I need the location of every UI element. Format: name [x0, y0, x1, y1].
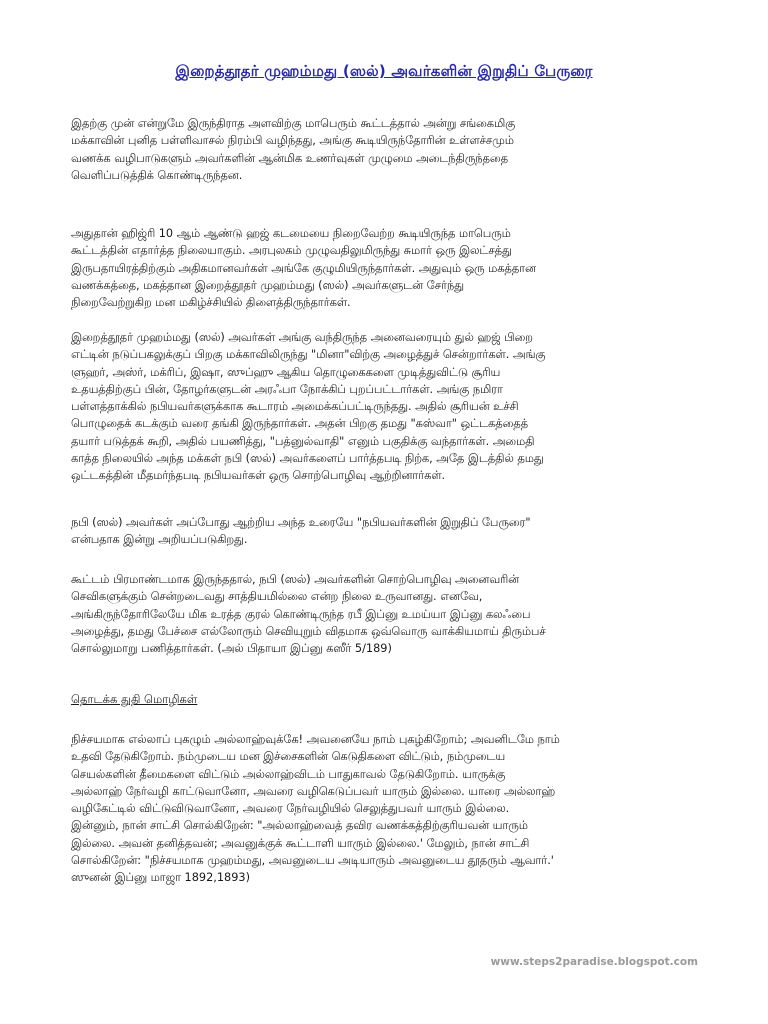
- text-line: உதவி தேடுகிறோம். நம்முடைய மன இச்சைகளின் கெடுதிகளை விட்டும், நம்முடைய: [71, 750, 506, 764]
- text-line: அதுதான் ஹிஜ்ரி 10 ஆம் ஆண்டு ஹஜ் கடமையை நிறைவேற்ற கூடியிருந்த மாபெரும்: [71, 227, 511, 240]
- text-line: மக்காவின் புனித பள்ளிவாசல் நிரம்பி வழிந்தது, அங்கு கூடியிருந்தோரின் உள்ளச்சமும்: [71, 134, 514, 148]
- text-line: இருபதாயிரத்திற்கும் அதிகமானவர்கள் அங்கே குழுமியிருந்தார்கள். அதுவும் ஒரு மகத்தான: [71, 261, 537, 275]
- text-line: செயல்களின் தீமைகளை விட்டும் அல்லாஹ்விடம் பாதுகாவல் தேடுகிறோம். யாருக்கு: [71, 767, 506, 781]
- text-line: என்பதாக இன்று அறியப்படுகிறது.: [71, 533, 248, 547]
- text-line: காத்த நிலையில் அந்த மக்கள் நபி (ஸல்) அவர்களைப் பார்த்தபடி நிற்க, அதே இடத்தில் தமது: [71, 452, 544, 466]
- paragraph-5: [71, 571, 701, 657]
- text-line: வெளிப்படுத்திக் கொண்டிருந்தன.: [71, 168, 243, 182]
- text-line: நிறைவேற்றுகிற மன மகிழ்ச்சியில் திளைத்திருந்தார்கள்.: [71, 296, 351, 310]
- text-line: இதற்கு முன் என்றுமே இருந்திராத அளவிற்கு மாபெரும் கூட்டத்தால் அன்று சங்கைமிகு: [71, 117, 516, 130]
- text-line: அல்லாஹ் நேர்வழி காட்டுவானோ, அவரை வழிகெடுப்பவர் யாரும் இல்லை. யாரை அல்லாஹ்: [71, 784, 556, 798]
- text-line: இறைத்தூதர் முஹம்மது (ஸல்) அவர்கள் அங்கு வந்திருந்த அனைவரையும் துல் ஹஜ் பிறை: [71, 331, 533, 344]
- document-title: இறைத்தூதர் முஹம்மது (ஸல்) அவர்களின் இறுதிப் பேருரை: [175, 62, 593, 80]
- text-line: ளுஹர், அஸ்ர், மக்ரிப், இஷா, ஸுப்ஹு ஆகிய தொழுகைகளை முடித்துவிட்டு சூரிய: [71, 365, 501, 379]
- text-line: நிச்சயமாக எல்லாப் புகழும் அல்லாஹ்வுக்கே! அவனையே நாம் புகழ்கிறோம்; அவனிடமே நாம்: [71, 733, 560, 746]
- paragraph-3: [71, 329, 701, 485]
- text-line: அழைத்து, தமது பேச்சை எல்லோரும் செவியுறும் விதமாக ஒவ்வொரு வாக்கியமாய் திரும்பச்: [71, 624, 546, 638]
- text-line: ஒட்டகத்தின் மீதமர்ந்தபடி நபியவர்கள் ஒரு சொற்பொழிவு ஆற்றினார்கள்.: [71, 469, 446, 483]
- paragraph-6: [71, 731, 701, 887]
- text-line: பொழுதைக் கடக்கும் வரை தங்கி இருந்தார்கள். அதன் பிறகு தமது "கஸ்வா" ஒட்டகத்தைத்: [71, 417, 528, 431]
- text-line: ஸுனன் இப்னு மாஜா 1892,1893): [71, 871, 251, 885]
- text-line: வணக்கத்தை, மகத்தான இறைத்தூதர் முஹம்மது (ஸல்) அவர்களுடன் சேர்ந்து: [71, 278, 464, 292]
- text-line: அங்கிருந்தோரிலேயே மிக உரத்த குரல் கொண்டிருந்த ரபீ இப்னு உமய்யா இப்னு கலஃபை: [71, 607, 531, 621]
- text-line: கூட்டத்தின் எதார்த்த நிலையாகும். அரபுலகம் முழுவதிலுமிருந்து சுமார் ஒரு இலட்சத்து: [71, 244, 512, 258]
- text-line: கூட்டம் பிரமாண்டமாக இருந்ததால், நபி (ஸல்) அவர்களின் சொற்பொழிவு அனைவரின்: [71, 573, 520, 586]
- text-line: சொல்கிறேன்: "நிச்சயமாக முஹம்மது, அவனுடைய அடியாரும் அவனுடைய தூதரும் ஆவார்.': [71, 854, 554, 868]
- text-line: இன்னும், நான் சாட்சி சொல்கிறேன்: "அல்லாஹ்வைத் தவிர வணக்கத்திற்குரியவன் யாரும்: [71, 819, 528, 833]
- text-line: செவிகளுக்கும் சென்றடைவது சாத்தியமில்லை என்ற நிலை உருவானது. எனவே,: [71, 590, 483, 604]
- paragraph-1: [71, 115, 701, 184]
- section-heading: தொடக்க துதி மொழிகள்: [71, 692, 198, 706]
- text-line: பள்ளத்தாக்கில் நபியவர்களுக்காக கூடாரம் அமைக்கப்பட்டிருந்தது. அதில் சூரியன் உச்சி: [71, 400, 519, 414]
- footer-url: www.steps2paradise.blogspot.com: [490, 956, 698, 968]
- text-line: எட்டின் நடுப்பகலுக்குப் பிறகு மக்காவிலிருந்து "மினா"விற்கு அழைத்துச் சென்றார்கள். அங்கு: [71, 348, 546, 362]
- text-line: வழிகேட்டில் விட்டுவிடுவானோ, அவரை நேர்வழியில் செலுத்துபவர் யாரும் இல்லை.: [71, 802, 510, 816]
- text-line: தயார் படுத்தக் கூறி, அதில் பயணித்து, "பத்னுல்வாதி" எனும் பகுதிக்கு வந்தார்கள். அமைதி: [71, 434, 535, 448]
- paragraph-4: [71, 514, 701, 549]
- text-line: வணக்க வழிபாடுகளும் அவர்களின் ஆன்மிக உணர்வுகள் முழுமை அடைந்திருந்ததை: [71, 151, 508, 165]
- text-line: உதயத்திற்குப் பின், தோழர்களுடன் அரஃபா நோக்கிப் புறப்பட்டார்கள். அங்கு நமிரா: [71, 382, 503, 396]
- text-line: நபி (ஸல்) அவர்கள் அப்போது ஆற்றிய அந்த உரையே "நபியவர்களின் இறுதிப் பேருரை": [71, 516, 531, 529]
- text-line: சொல்லுமாறு பணித்தார்கள். (அல் பிதாயா இப்னு கஸீர் 5/189): [71, 642, 392, 656]
- paragraph-2: [71, 225, 701, 311]
- text-line: இல்லை. அவன் தனித்தவன்; அவனுக்குக் கூட்டாளி யாரும் இல்லை.' மேலும், நான் சாட்சி: [71, 836, 530, 850]
